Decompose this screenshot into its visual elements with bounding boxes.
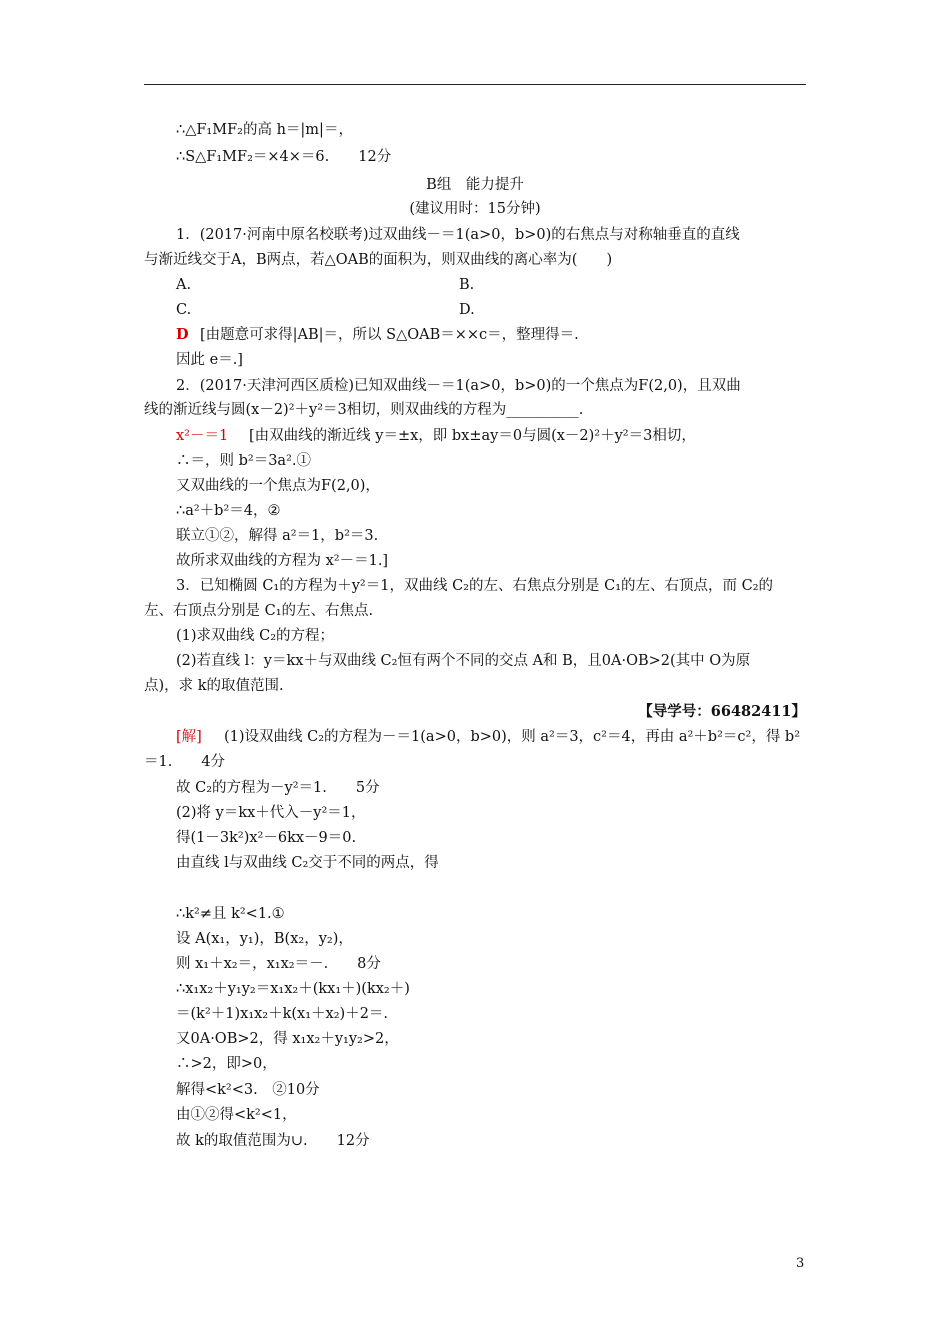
q1-option-b: B. [459, 277, 475, 293]
q3-part-1: (1)求双曲线 C₂的方程； [176, 628, 335, 644]
q2-solution-1: [由双曲线的渐近线 y＝±x，即 bx±ay＝0与圆(x－2)²＋y²＝3相切， [249, 428, 696, 444]
answer-line-11: ＝(k²＋1)x₁x₂＋k(x₁＋x₂)＋2＝. [176, 1006, 389, 1022]
q2-answer: x²－＝1 [176, 428, 229, 444]
answer-line-7: ∴k²≠且 k²<1.① [176, 906, 285, 922]
q3-line-1: 3．已知椭圆 C₁的方程为＋y²＝1，双曲线 C₂的左、右焦点分别是 C₁的左、右顶点，而 C₂的 [176, 578, 774, 594]
q1-solution-1: [由题意可求得|AB|＝，所以 S△OAB＝××c＝，整理得＝. [200, 327, 579, 343]
answer-line-15: 由①②得<k²<1， [176, 1107, 297, 1123]
answer-line-13: ∴>2，即>0， [176, 1056, 277, 1072]
answer-line-16: 故 k的取值范围为∪. 12分 [176, 1133, 370, 1149]
q3-part-2b: 点)，求 k的取值范围. [144, 678, 284, 694]
header-rule [144, 84, 806, 85]
q2-solution-4: ∴a²＋b²＝4，② [176, 503, 281, 519]
section-title: B组 能力提升 [426, 177, 524, 193]
q3-part-2a: (2)若直线 l：y＝kx＋与双曲线 C₂恒有两个不同的交点 A和 B，且0A·OB>2(其中 O为原 [176, 653, 751, 669]
q2-line-1: 2．(2017·天津河西区质检)已知双曲线－＝1(a>0，b>0)的一个焦点为F(2,0)，且双曲 [176, 378, 741, 394]
solution-tag: [解] [176, 729, 202, 745]
intro-line-1: ∴△F₁MF₂的高 h＝|m|＝， [176, 122, 353, 138]
answer-line-4: (2)将 y＝kx＋代入－y²＝1， [176, 805, 366, 821]
q1-option-c: C. [176, 302, 192, 318]
q3-line-2: 左、右顶点分别是 C₁的左、右焦点. [144, 603, 374, 619]
answer-line-14: 解得<k²<3. ②10分 [176, 1082, 320, 1098]
q1-option-a: A. [176, 277, 192, 293]
answer-line-5: 得(1－3k²)x²－6kx－9＝0. [176, 830, 357, 846]
intro-line-2: ∴S△F₁MF₂＝×4×＝6. 12分 [176, 149, 392, 165]
guide-number: 【导学号：66482411】 [638, 703, 806, 720]
q1-option-d: D. [459, 302, 475, 318]
answer-line-3: 故 C₂的方程为－y²＝1. 5分 [176, 780, 380, 796]
q1-solution-2: 因此 e＝.] [176, 352, 243, 368]
q2-solution-5: 联立①②，解得 a²＝1，b²＝3. [176, 528, 379, 544]
q2-line-2: 线的渐近线与圆(x－2)²＋y²＝3相切，则双曲线的方程为__________. [144, 402, 584, 418]
q1-line-1: 1．(2017·河南中原名校联考)过双曲线－＝1(a>0，b>0)的右焦点与对称轴垂直的直线 [176, 227, 740, 243]
q2-solution-6: 故所求双曲线的方程为 x²－＝1.] [176, 553, 389, 569]
answer-line-2: ＝1. 4分 [144, 754, 226, 770]
answer-line-6: 由直线 l与双曲线 C₂交于不同的两点，得 [176, 855, 439, 871]
q2-solution-3: 又双曲线的一个焦点为F(2,0)， [176, 478, 380, 494]
answer-line-9: 则 x₁＋x₂＝，x₁x₂＝－. 8分 [176, 956, 381, 972]
answer-line-12: 又0A·OB>2，得 x₁x₂＋y₁y₂>2， [176, 1031, 399, 1047]
answer-line-10: ∴x₁x₂＋y₁y₂＝x₁x₂＋(kx₁＋)(kx₂＋) [176, 981, 410, 997]
section-time: (建议用时：15分钟) [409, 201, 541, 217]
page-number: 3 [796, 1256, 805, 1271]
q1-line-2: 与渐近线交于A，B两点，若△OAB的面积为，则双曲线的离心率为( ) [144, 252, 613, 268]
answer-line-1: (1)设双曲线 C₂的方程为－＝1(a>0，b>0)，则 a²＝3，c²＝4，再由 a²＋b²＝c²，得 b² [224, 729, 801, 745]
q1-answer: D [176, 326, 189, 343]
answer-line-8: 设 A(x₁，y₁)，B(x₂，y₂)， [176, 931, 353, 947]
q2-solution-2: ∴＝，则 b²＝3a².① [176, 453, 311, 469]
